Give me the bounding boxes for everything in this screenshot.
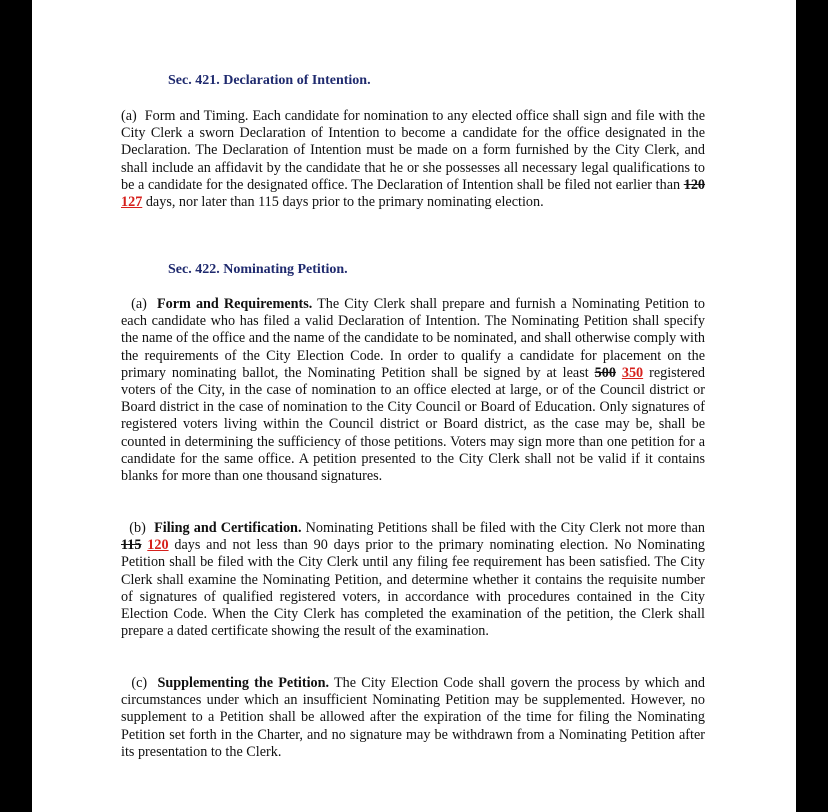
deleted-value: 500 <box>594 364 616 381</box>
paragraph-text: registered voters of the City, in the case of nomination to an office elected at large, or of the Council district or Board district in the case of nomination to the City Council or Board of Education. Only signatures of registered voters living within the Council district or Board district, as the case may be, shall be counted in determining the sufficiency of those petitions. Voters may sign more than one petition for a candidate for the same office. A petition presented to the City Clerk shall not be valid if it contains blanks for more than one thousand signatures. <box>121 364 706 485</box>
paragraph-text: days, nor later than 115 days prior to the primary nominating election. <box>145 194 544 211</box>
paragraph-lead: Form and Timing. <box>144 108 249 124</box>
left-black-margin <box>0 0 32 812</box>
paragraph-lead: Form and Requirements. <box>157 296 313 312</box>
paragraph-text: The City Election Code shall govern the process by which and circumstances under which an insufficient Nominating Petition may be supplemented. However, no supplement to a Petition shall be allowed after the expiration of the time for filing the Nominating Petition set forth in the Charter, and no signature may be withdrawn from a Nominating Petition after its presentation to the Clerk. <box>121 675 706 760</box>
paragraph-label: (c) <box>131 675 148 691</box>
paragraph-text: Nominating Petitions shall be filed with the City Clerk not more than <box>305 520 705 536</box>
paragraph-lead: Supplementing the Petition. <box>157 675 330 691</box>
inserted-value: 350 <box>621 364 644 381</box>
paragraph-label: (a) <box>131 296 147 312</box>
deleted-value: 120 <box>683 176 706 193</box>
paragraph-text: Each candidate for nomination to any elected office shall sign and file with the City Clerk a sworn Declaration of Intention to become a candidate for the office designated in the Declaration. The Declaration of Intention must be made on a form furnished by the City Clerk, and shall include an affidavit by the candidate that he or she possesses all necessary legal qualifications to be a candidate for the designated office. The Declaration of Intention shall be filed not earlier than <box>121 108 706 193</box>
deleted-value: 115 <box>121 537 142 554</box>
paragraph-lead: Filing and Certification. <box>154 520 302 536</box>
inserted-value: 127 <box>121 194 143 211</box>
paragraph-label: (a) <box>121 108 137 124</box>
paragraph-text: days and not less than 90 days prior to the primary nominating election. No Nominating Petition shall be filed with the City Clerk until any filing fee requirement has been satisfied. The City Clerk shall examine the Nominating Petition, and determine whether it contains the requisite number of signatures of qualified registered voters, in accordance with procedures contained in the City Election Code. When the City Clerk has completed the examination of the petition, the Clerk shall prepare a dated certificate showing the result of the examination. <box>121 537 706 640</box>
section-422-paragraph-c <box>121 675 705 761</box>
document-page <box>32 0 796 812</box>
right-black-margin <box>796 0 828 812</box>
section-422-paragraph-b <box>121 520 705 640</box>
paragraph-label: (b) <box>129 520 146 536</box>
section-422-heading: Sec. 422. Nominating Petition. <box>168 262 348 277</box>
section-421-paragraph-a <box>121 108 705 211</box>
section-422-paragraph-a <box>121 296 705 485</box>
paragraph-text: The City Clerk shall prepare and furnish a Nominating Petition to each candidate who has filed a valid Declaration of Intention. The Nominating Petition shall specify the name of the office and the name of the candidate to be nominated, and shall otherwise comply with the requirements of the City Election Code. In order to qualify a candidate for placement on the primary nominating ballot, the Nominating Petition shall be signed by at least <box>121 296 705 381</box>
inserted-value: 120 <box>147 537 169 554</box>
section-421-heading: Sec. 421. Declaration of Intention. <box>168 73 371 88</box>
